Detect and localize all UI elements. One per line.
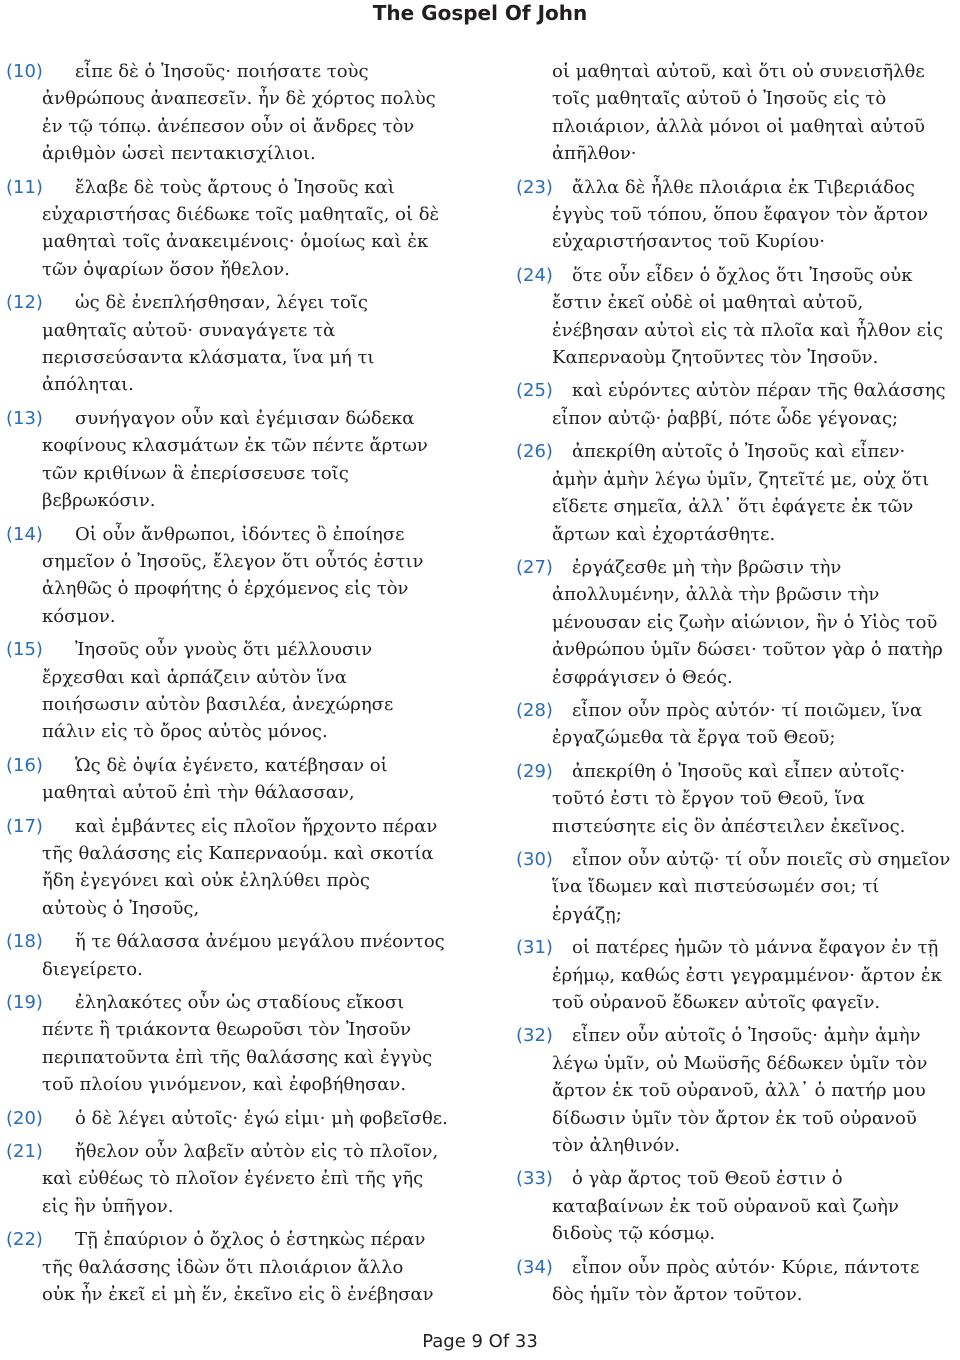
verse-text-line: εἶπον οὖν πρὸς αὐτόν· Κύριε, πάντοτε xyxy=(572,1256,920,1278)
verse-text-line: Τῇ ἐπαύριον ὁ ὄχλος ὁ ἑστηκὼς πέραν xyxy=(75,1229,426,1251)
verse-text-line: βεβρωκόσιν. xyxy=(42,490,156,512)
verse-text-line: ὅτε οὖν εἶδεν ὁ ὄχλος ὅτι Ἰησοῦς οὐκ xyxy=(572,264,913,286)
verse-text-line: ἀπεκρίθη ὁ Ἰησοῦς καὶ εἶπεν αὐτοῖς· xyxy=(572,760,906,782)
verse-text-line: ἐργάζεσθε μὴ τὴν βρῶσιν τὴν xyxy=(572,556,842,578)
verse-text-line: ἀμὴν ἀμὴν λέγω ὑμῖν, ζητεῖτέ με, οὐχ ὅτι xyxy=(552,468,930,490)
verse-text-line: ἐγγὺς τοῦ τόπου, ὅπου ἔφαγον τὸν ἄρτον xyxy=(552,204,929,226)
verse-text-line: ἄρτων καὶ ἐχορτάσθητε. xyxy=(552,523,776,545)
verse-text-line: μένουσαν εἰς ζωὴν αἰώνιον, ἣν ὁ Υἱὸς τοῦ xyxy=(552,611,938,633)
page-title: The Gospel Of John xyxy=(372,1,588,25)
verse xyxy=(6,1138,446,1220)
verse-text-line: ἔστιν ἐκεῖ οὐδὲ οἱ μαθηταὶ αὐτοῦ, xyxy=(552,292,864,314)
verse-text-line: ἔρχεσθαι καὶ ἁρπάζειν αὐτὸν ἵνα xyxy=(42,666,347,688)
verse-text-line: εὐχαριστήσας διέδωκε τοῖς μαθηταῖς, οἱ δὲ xyxy=(42,204,440,226)
verse-number: (15) xyxy=(6,639,43,661)
verse-text-line: δὸς ἡμῖν τὸν ἄρτον τοῦτον. xyxy=(552,1284,803,1306)
verse-number: (29) xyxy=(516,760,553,782)
verse-text-line: περιπατοῦντα ἐπὶ τῆς θαλάσσης καὶ ἐγγὺς xyxy=(42,1046,433,1068)
verse-text-line: Οἱ οὖν ἄνθρωποι, ἰδόντες ὃ ἐποίησε xyxy=(75,523,405,545)
verse xyxy=(516,1254,956,1309)
verse-text-line: εἶπον αὐτῷ· ῥαββί, πότε ὧδε γέγονας; xyxy=(552,407,899,429)
verse-text-line: ἄλλα δὲ ἦλθε πλοιάρια ἐκ Τιβεριάδος xyxy=(572,176,915,198)
verse-text-line: ἐργάζῃ; xyxy=(552,903,622,925)
verse-number: (12) xyxy=(6,292,43,314)
verse-text-line: ἀνθρώπου ὑμῖν δώσει· τοῦτον γὰρ ὁ πατὴρ xyxy=(552,639,943,661)
verse-text-line: τὸν ἀληθινόν. xyxy=(552,1135,681,1157)
verse-text-line: διεγείρετο. xyxy=(42,958,143,980)
verse xyxy=(516,554,956,691)
verse xyxy=(516,934,956,1016)
verse xyxy=(6,752,446,807)
verse xyxy=(516,438,956,548)
verse-text-line: ἤθελον οὖν λαβεῖν αὐτὸν εἰς τὸ πλοῖον, xyxy=(75,1141,439,1163)
verse xyxy=(516,697,956,752)
verse-number: (21) xyxy=(6,1141,43,1163)
verse-text-line: κόσμον. xyxy=(42,605,116,627)
verse-text-line: κοφίνους κλασμάτων ἐκ τῶν πέντε ἄρτων xyxy=(42,435,428,457)
verse-text-line: ποιήσωσιν αὐτὸν βασιλέα, ἀνεχώρησε xyxy=(42,693,394,715)
verse-number: (24) xyxy=(516,264,553,286)
verse-text-line: ὁ δὲ λέγει αὐτοῖς· ἐγώ εἰμι· μὴ φοβεῖσθε. xyxy=(75,1107,448,1129)
verse-number: (18) xyxy=(6,931,43,953)
verse-text-line: πέντε ἢ τριάκοντα θεωροῦσι τὸν Ἰησοῦν xyxy=(42,1019,412,1041)
verse-text-line: Ἰησοῦς οὖν γνοὺς ὅτι μέλλουσιν xyxy=(75,639,373,661)
verse-number: (22) xyxy=(6,1229,43,1251)
verse-number: (14) xyxy=(6,523,43,545)
verse-number: (17) xyxy=(6,815,43,837)
verse-number: (34) xyxy=(516,1256,553,1278)
verse-number: (26) xyxy=(516,441,553,463)
verse-number: (32) xyxy=(516,1025,553,1047)
right-column xyxy=(516,58,956,1314)
verse xyxy=(6,928,446,983)
verse-text-line: εἶπον οὖν πρὸς αὐτόν· τί ποιῶμεν, ἵνα xyxy=(572,699,923,721)
verse-text-line: ἐσφράγισεν ὁ Θεός. xyxy=(552,666,733,688)
verse-number: (16) xyxy=(6,754,43,776)
verse-text-line: περισσεύσαντα κλάσματα, ἵνα μή τι xyxy=(42,347,375,369)
verse-number: (19) xyxy=(6,992,43,1013)
verse-text-line: καὶ εὐθέως τὸ πλοῖον ἐγένετο ἐπὶ τῆς γῆς xyxy=(42,1168,424,1190)
verse-text-line: πιστεύσητε εἰς ὃν ἀπέστειλεν ἐκεῖνος. xyxy=(552,815,906,837)
verse-text-line: καὶ ἐμβάντες εἰς πλοῖον ἤρχοντο πέραν xyxy=(75,815,438,837)
verse-text-line: τῶν ὀψαρίων ὅσον ἤθελον. xyxy=(42,258,290,280)
verse-text-line: ἐρήμῳ, καθώς ἐστι γεγραμμένον· ἄρτον ἐκ xyxy=(552,964,942,986)
verse-text-line: οἱ πατέρες ἡμῶν τὸ μάννα ἔφαγον ἐν τῇ xyxy=(572,937,939,959)
verse-number: (33) xyxy=(516,1168,553,1190)
verse-text-line: Καπερναοὺμ ζητοῦντες τὸν Ἰησοῦν. xyxy=(552,347,879,369)
verse-text-line: ἐνέβησαν αὐτοὶ εἰς τὰ πλοῖα καὶ ἦλθον εἰς xyxy=(552,319,944,341)
verse-text-line: ἀπολλυμένην, ἀλλὰ τὴν βρῶσιν τὴν xyxy=(552,584,880,606)
verse xyxy=(516,262,956,372)
verse-text-line: ἀληθῶς ὁ προφήτης ὁ ἐρχόμενος εἰς τὸν xyxy=(42,578,409,600)
verse-text-line: οὐκ ἦν ἐκεῖ εἰ μὴ ἕν, ἐκεῖνο εἰς ὃ ἐνέβησαν xyxy=(42,1284,434,1306)
verse-text-line: μαθηταὶ τοῖς ἀνακειμένοις· ὁμοίως καὶ ἐκ xyxy=(42,231,429,253)
verse-number: (25) xyxy=(516,380,553,402)
verse-text-line: ὁ γὰρ ἄρτος τοῦ Θεοῦ ἐστιν ὁ xyxy=(572,1168,843,1190)
verse-text-line: ἔλαβε δὲ τοὺς ἄρτους ὁ Ἰησοῦς καὶ xyxy=(75,176,395,198)
verse-text-line: ἄρτον ἐκ τοῦ οὐρανοῦ, ἀλλ᾿ ὁ πατήρ μου xyxy=(552,1080,926,1102)
verse-number: (31) xyxy=(516,937,553,959)
verse-text-line: ἥ τε θάλασσα ἀνέμου μεγάλου πνέοντος xyxy=(75,931,445,953)
verse-text-line: ἐληλακότες οὖν ὡς σταδίους εἴκοσι xyxy=(75,992,405,1013)
verse xyxy=(516,58,956,168)
verse-text-line: μαθηταῖς αὐτοῦ· συναγάγετε τὰ xyxy=(42,319,336,341)
verse-text-line: εἶπε δὲ ὁ Ἰησοῦς· ποιήσατε τοὺς xyxy=(75,61,369,82)
verse-text-line: καταβαίνων ἐκ τοῦ οὐρανοῦ καὶ ζωὴν xyxy=(552,1195,899,1217)
verse xyxy=(6,521,446,631)
verse-text-line: εἰς ἣν ὑπῆγον. xyxy=(42,1195,174,1217)
verse xyxy=(516,1165,956,1247)
verse-text-line: εἶπον οὖν αὐτῷ· τί οὖν ποιεῖς σὺ σημεῖον xyxy=(572,848,951,870)
verse xyxy=(516,377,956,432)
verse-text-line: μαθηταὶ αὐτοῦ ἐπὶ τὴν θάλασσαν, xyxy=(42,782,355,804)
verse-number: (11) xyxy=(6,176,43,198)
verse-number: (10) xyxy=(6,61,43,82)
verse xyxy=(516,758,956,840)
verse xyxy=(6,1226,446,1308)
verse-text-line: δίδωσιν ὑμῖν τὸν ἄρτον ἐκ τοῦ οὐρανοῦ xyxy=(552,1107,917,1129)
verse-text-line: ἀπῆλθον· xyxy=(552,143,637,165)
verse-text-line: συνήγαγον οὖν καὶ ἐγέμισαν δώδεκα xyxy=(75,407,415,429)
verse xyxy=(6,636,446,746)
verse-text-line: οἱ μαθηταὶ αὐτοῦ, καὶ ὅτι οὐ συνεισῆλθε xyxy=(552,61,925,82)
verse-text-line: σημεῖον ὁ Ἰησοῦς, ἔλεγον ὅτι οὗτός ἐστιν xyxy=(42,550,424,572)
verse-number: (28) xyxy=(516,699,553,721)
verse xyxy=(6,1105,446,1132)
verse-text-line: εἴδετε σημεῖα, ἀλλ᾿ ὅτι ἐφάγετε ἐκ τῶν xyxy=(552,496,914,518)
verse-text-line: ἀνθρώπους ἀναπεσεῖν. ἦν δὲ χόρτος πολὺς xyxy=(42,88,436,110)
verse-number: (13) xyxy=(6,407,43,429)
verse-text-line: ὡς δὲ ἐνεπλήσθησαν, λέγει τοῖς xyxy=(75,292,368,314)
verse-text-line: λέγω ὑμῖν, οὐ Μωϋσῆς δέδωκεν ὑμῖν τὸν xyxy=(552,1052,928,1074)
verse-number: (20) xyxy=(6,1107,43,1129)
verse-text-line: τοῖς μαθηταῖς αὐτοῦ ὁ Ἰησοῦς εἰς τὸ xyxy=(552,88,887,110)
verse xyxy=(6,989,446,1099)
verse-text-line: πάλιν εἰς τὸ ὄρος αὐτὸς μόνος. xyxy=(42,721,328,743)
verse-text-line: ἵνα ἴδωμεν καὶ πιστεύσωμέν σοι; τί xyxy=(552,876,880,898)
verse xyxy=(516,846,956,928)
verse-text-line: ἀπόληται. xyxy=(42,374,134,396)
verse xyxy=(6,289,446,399)
verse-text-line: εἶπεν οὖν αὐτοῖς ὁ Ἰησοῦς· ἀμὴν ἀμὴν xyxy=(572,1025,921,1047)
verse xyxy=(6,813,446,923)
verse-text-line: καὶ εὑρόντες αὐτὸν πέραν τῆς θαλάσσης xyxy=(572,380,946,402)
verse-text-line: ἀπεκρίθη αὐτοῖς ὁ Ἰησοῦς καὶ εἶπεν· xyxy=(572,441,906,463)
verse-text-line: διδοὺς τῷ κόσμῳ. xyxy=(552,1223,716,1245)
verse xyxy=(6,174,446,284)
verse-text-line: αὐτοὺς ὁ Ἰησοῦς, xyxy=(42,897,200,919)
verse-number: (30) xyxy=(516,848,553,870)
verse-text-line: τῶν κριθίνων ἃ ἐπερίσσευσε τοῖς xyxy=(42,462,349,484)
verse xyxy=(6,405,446,515)
left-column xyxy=(6,58,446,1314)
verse-text-line: τῆς θαλάσσης εἰς Καπερναούμ. καὶ σκοτία xyxy=(42,842,434,864)
verse-text-line: τοῦ οὐρανοῦ ἔδωκεν αὐτοῖς φαγεῖν. xyxy=(552,992,881,1013)
page-number: Page 9 Of 33 xyxy=(422,1331,538,1352)
verse-text-line: ἤδη ἐγεγόνει καὶ οὐκ ἐληλύθει πρὸς xyxy=(42,870,370,892)
verse-text-line: ἐργαζώμεθα τὰ ἔργα τοῦ Θεοῦ; xyxy=(552,727,836,749)
verse-text-line: Ὡς δὲ ὀψία ἐγένετο, κατέβησαν οἱ xyxy=(75,754,388,776)
verse xyxy=(516,1022,956,1159)
verse-text-line: ἀριθμὸν ὡσεὶ πεντακισχίλιοι. xyxy=(42,143,316,165)
verse-text-line: τῆς θαλάσσης ἰδὼν ὅτι πλοιάριον ἄλλο xyxy=(42,1256,404,1278)
verse-number: (27) xyxy=(516,556,553,578)
verse xyxy=(516,174,956,256)
verse xyxy=(6,58,446,168)
verse-text-line: εὐχαριστήσαντος τοῦ Κυρίου· xyxy=(552,231,825,253)
verse-text-line: πλοιάριον, ἀλλὰ μόνοι οἱ μαθηταὶ αὐτοῦ xyxy=(552,115,925,137)
verse-text-line: τοῦ πλοίου γινόμενον, καὶ ἐφοβήθησαν. xyxy=(42,1074,407,1096)
verse-text-line: ἐν τῷ τόπῳ. ἀνέπεσον οὖν οἱ ἄνδρες τὸν xyxy=(42,115,415,137)
verse-number: (23) xyxy=(516,176,553,198)
verse-text-line: τοῦτό ἐστι τὸ ἔργον τοῦ Θεοῦ, ἵνα xyxy=(552,788,865,810)
